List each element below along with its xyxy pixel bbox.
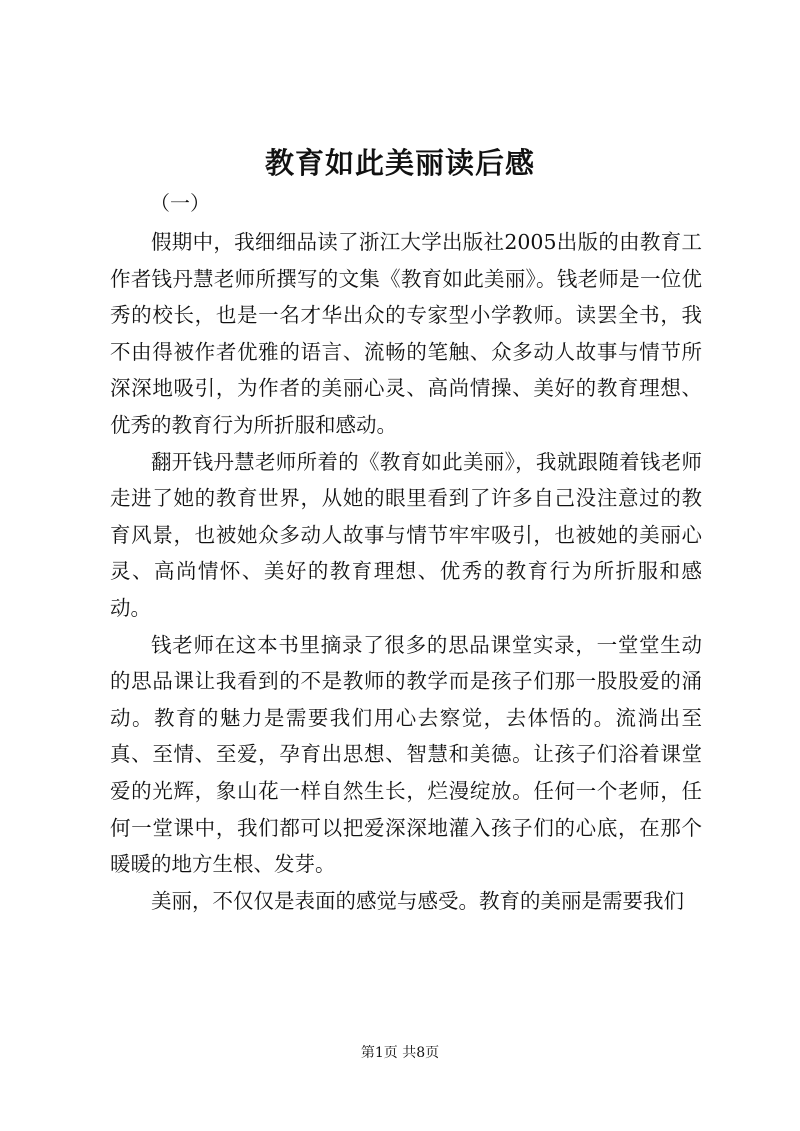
paragraph-4: 美丽，不仅仅是表面的感觉与感受。教育的美丽是需要我们: [151, 888, 684, 913]
document-title: 教育如此美丽读后感: [264, 146, 535, 180]
paragraph-2: 翻开钱丹慧老师所着的《教育如此美丽》，我就跟随着钱老师走进了她的教育世界，从她的眼里看到了许多自己没注意过的教育风景，也被她众多动人故事与情节牢牢吸引，也被她的美丽心灵、高尚情怀、美好的教育理想、优秀的教育行为所折服和感动。: [110, 449, 702, 620]
page-footer: 第1页 共8页: [360, 1045, 440, 1061]
paragraph-3: 钱老师在这本书里摘录了很多的思品课堂实录，一堂堂生动的思品课让我看到的不是教师的教学而是孩子们那一股股爱的涌动。教育的魅力是需要我们用心去察觉，去体悟的。流淌出至真、至情、至爱，孕育出思想、智慧和美德。让孩子们浴着课堂爱的光辉，象山花一样自然生长，烂漫绽放。任何一个老师，任何一堂课中，我们都可以把爱深深地灌入孩子们的心底，在那个暖暖的地方生根、发芽。: [110, 632, 702, 877]
paragraph-1: 假期中，我细细品读了浙江大学出版社2005出版的由教育工作者钱丹慧老师所撰写的文集《教育如此美丽》。钱老师是一位优秀的校长，也是一名才华出众的专家型小学教师。读罢全书，我不由得被作者优雅的语言、流畅的笔触、众多动人故事与情节所深深地吸引，为作者的美丽心灵、高尚情操、美好的教育理想、优秀的教育行为所折服和感动。: [110, 230, 702, 437]
document-body: [110, 224, 702, 919]
section-label: （一）: [150, 191, 210, 215]
